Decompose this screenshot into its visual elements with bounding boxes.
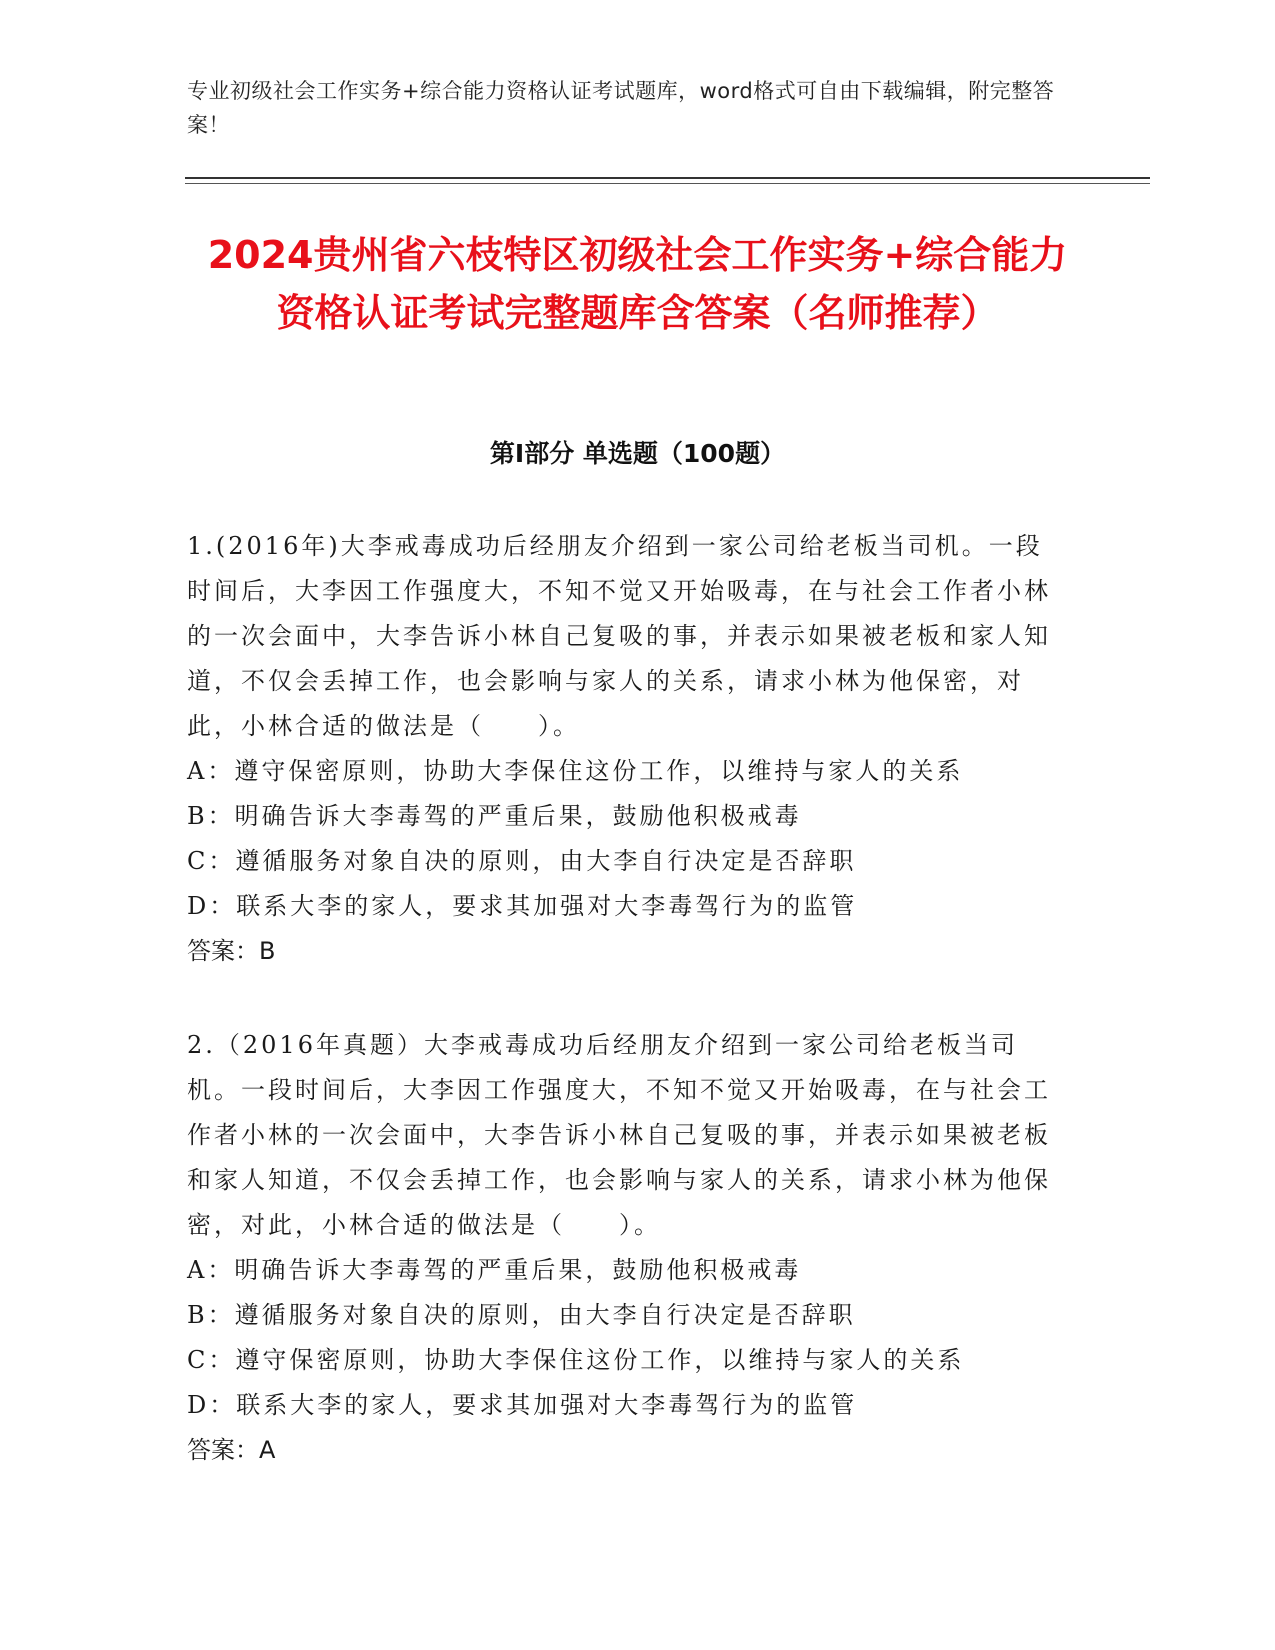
question-stem: 1.(2016年)大李戒毒成功后经朋友介绍到一家公司给老板当司机。一段时间后，大李因工作强度大，不知不觉又开始吸毒，在与社会工作者小林的一次会面中，大李告诉小林自己复吸的事，并表示如果被老板和家人知道，不仅会丢掉工作，也会影响与家人的关系，请求小林为他保密，对此，小林合适的做法是（ ）。	[187, 532, 1051, 740]
option-a: A：明确告诉大李毒驾的严重后果，鼓励他积极戒毒	[187, 1256, 802, 1284]
document-title: 2024贵州省六枝特区初级社会工作实务+综合能力资格认证考试完整题库含答案（名师推荐）	[207, 233, 1068, 335]
question-stem: 2.（2016年真题）大李戒毒成功后经朋友介绍到一家公司给老板当司机。一段时间后，大李因工作强度大，不知不觉又开始吸毒，在与社会工作者小林的一次会面中，大李告诉小林自己复吸的事，并表示如果被老板和家人知道，不仅会丢掉工作，也会影响与家人的关系，请求小林为他保密，对此，小林合适的做法是（ ）。	[187, 1031, 1051, 1239]
option-d: D：联系大李的家人，要求其加强对大李毒驾行为的监管	[187, 892, 858, 920]
option-b: B：明确告诉大李毒驾的严重后果，鼓励他积极戒毒	[187, 802, 802, 830]
option-c: C：遵循服务对象自决的原则，由大李自行决定是否辞职	[187, 847, 857, 875]
answer-line: 答案：B	[187, 937, 276, 965]
question-2	[187, 1023, 1067, 1473]
header-rule-thin	[185, 183, 1150, 184]
option-b: B：遵循服务对象自决的原则，由大李自行决定是否辞职	[187, 1301, 856, 1329]
header-note: 专业初级社会工作实务+综合能力资格认证考试题库，word格式可自由下载编辑，附完整答案！	[187, 79, 1055, 137]
header-rule-thick	[185, 177, 1150, 179]
option-a: A：遵守保密原则，协助大李保住这份工作，以维持与家人的关系	[187, 757, 964, 785]
question-1	[187, 524, 1067, 974]
section-heading: 第I部分 单选题（100题）	[489, 439, 786, 468]
option-d: D：联系大李的家人，要求其加强对大李毒驾行为的监管	[187, 1391, 858, 1419]
option-c: C：遵守保密原则，协助大李保住这份工作，以维持与家人的关系	[187, 1346, 965, 1374]
answer-line: 答案：A	[187, 1436, 276, 1464]
